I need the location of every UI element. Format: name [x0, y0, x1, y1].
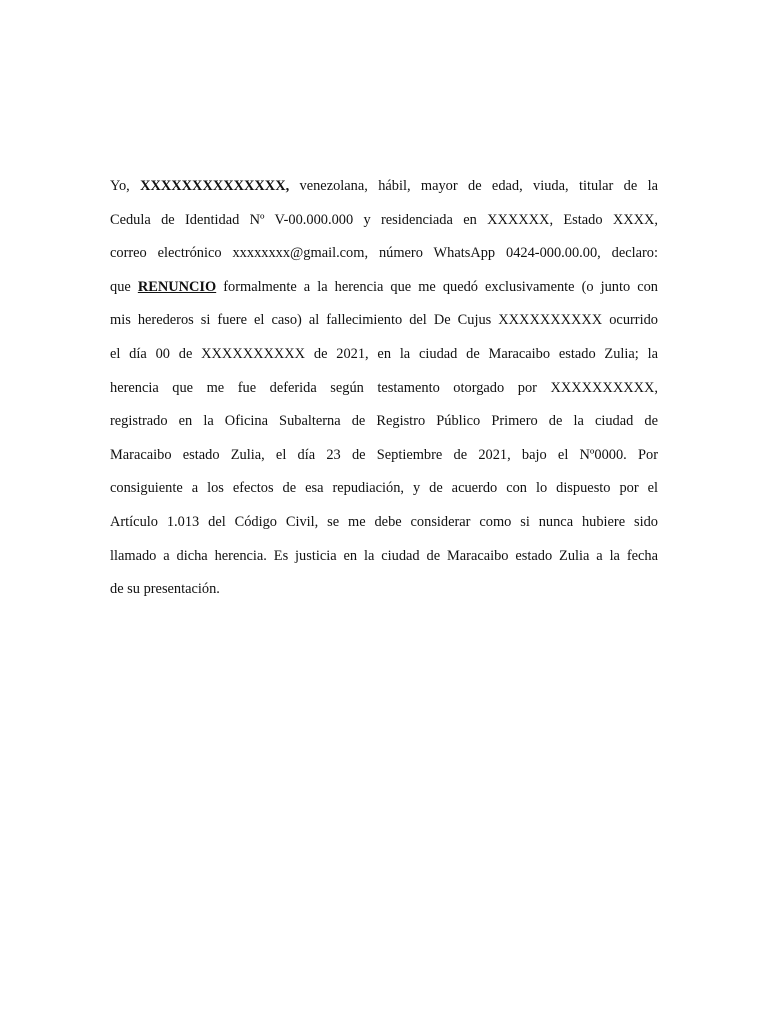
paragraph-line: consiguiente a los efectos de esa repudiación, y de acuerdo con lo dispuesto por el — [110, 480, 658, 497]
paragraph-line: el día 00 de XXXXXXXXXX de 2021, en la ciudad de Maracaibo estado Zulia; la — [110, 345, 658, 362]
line-text: que — [110, 278, 131, 295]
declarant-name: XXXXXXXXXXXXXX, — [140, 178, 290, 194]
paragraph-line: de su presentación. — [110, 581, 220, 598]
paragraph-line: llamado a dicha herencia. Es justicia en la ciudad de Maracaibo estado Zulia a la fecha — [110, 547, 658, 564]
renuncio-keyword: RENUNCIO — [137, 278, 217, 295]
paragraph-line — [110, 170, 658, 204]
paragraph-line: Cedula de Identidad Nº V-00.000.000 y residenciada en XXXXXX, Estado XXXX, — [110, 211, 658, 228]
paragraph-line: Maracaibo estado Zulia, el día 23 de Septiembre de 2021, bajo el Nº0000. Por — [110, 446, 658, 463]
document-body — [110, 170, 658, 607]
line-text: formalmente a la herencia que me quedó exclusivamente (o junto con — [223, 278, 658, 295]
paragraph-line: herencia que me fue deferida según testamento otorgado por XXXXXXXXXX, — [110, 379, 658, 396]
paragraph-line — [110, 271, 658, 305]
paragraph-line: correo electrónico xxxxxxxx@gmail.com, número WhatsApp 0424-000.00.00, declaro: — [110, 245, 658, 262]
paragraph-line: Artículo 1.013 del Código Civil, se me debe considerar como si nunca hubiere sido — [110, 513, 658, 530]
paragraph-line: mis herederos si fuere el caso) al fallecimiento del De Cujus XXXXXXXXXX ocurrido — [110, 312, 658, 329]
line-text: Yo, — [110, 178, 130, 194]
paragraph-line: registrado en la Oficina Subalterna de Registro Público Primero de la ciudad de — [110, 413, 658, 430]
line-text: venezolana, hábil, mayor de edad, viuda, titular de la — [299, 178, 658, 194]
